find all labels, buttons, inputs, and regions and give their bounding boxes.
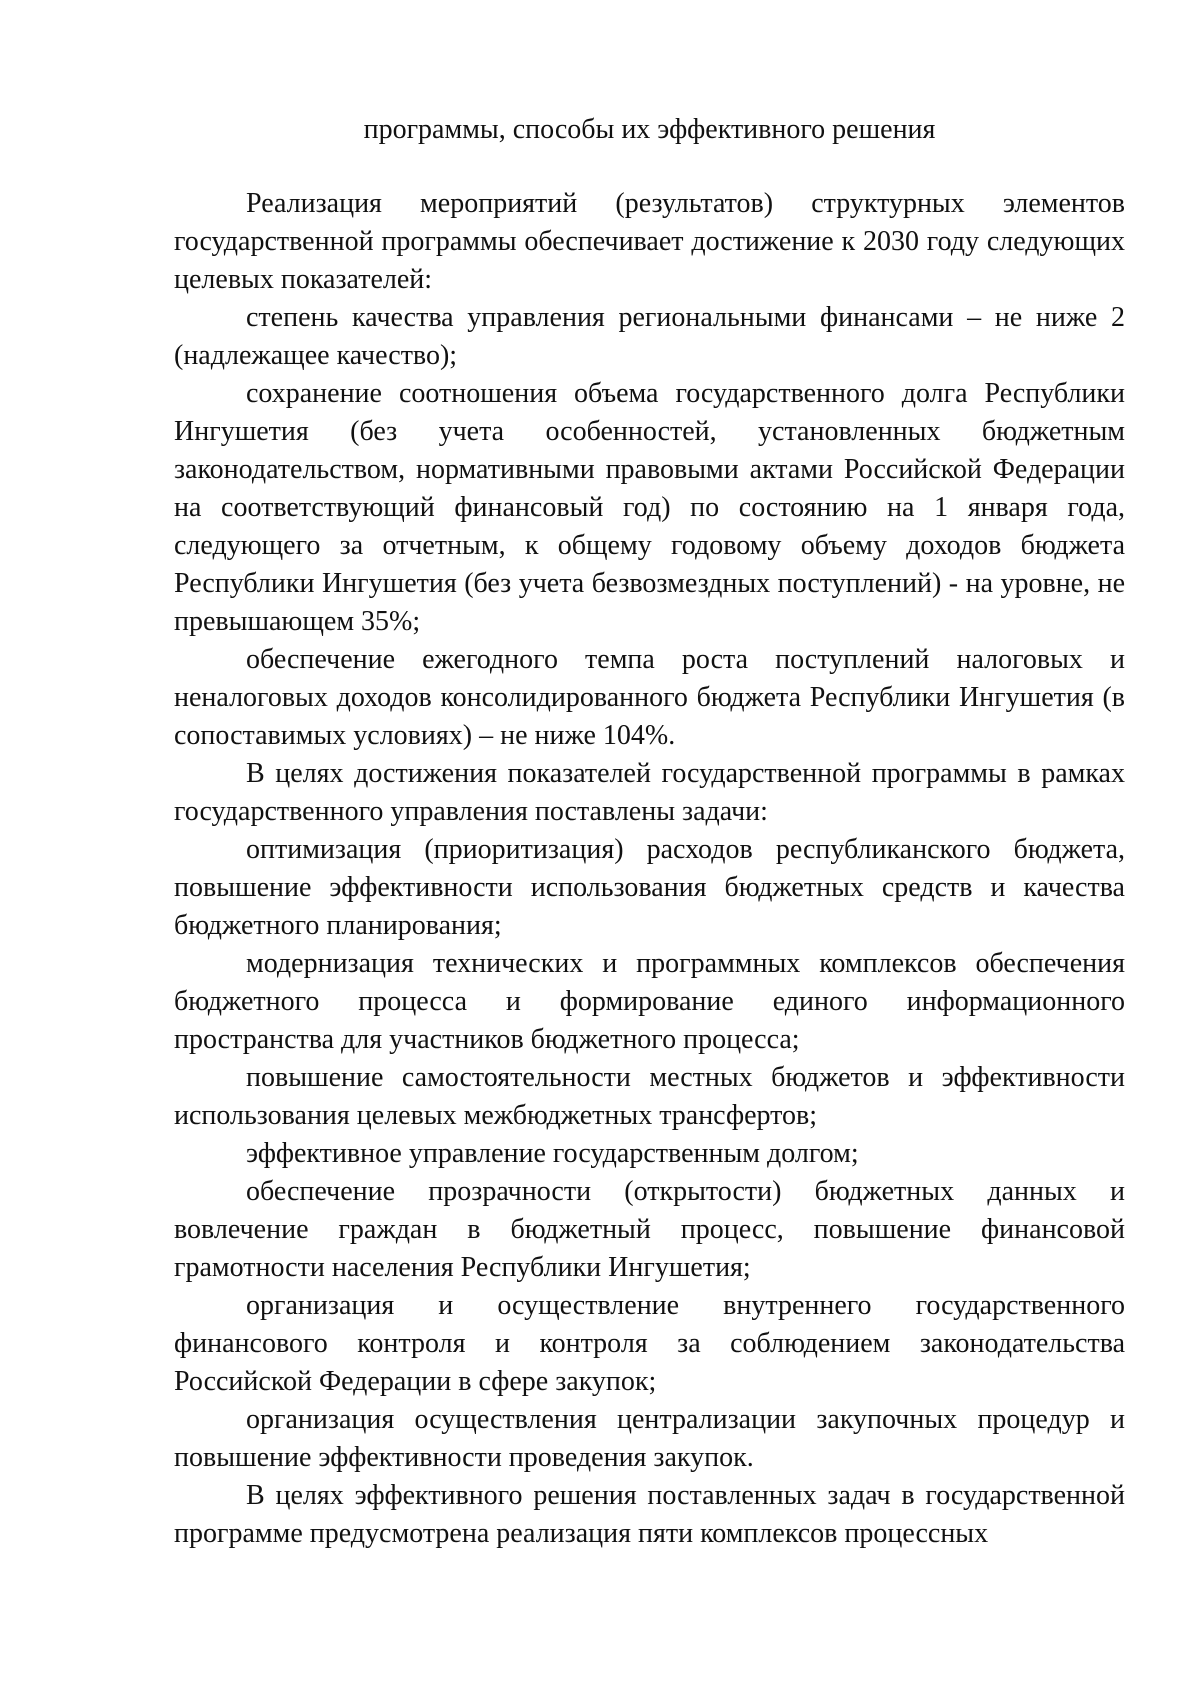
paragraph-task-debt-management: эффективное управление государственным долгом; <box>246 1138 859 1169</box>
paragraph-indicator-management-quality: степень качества управления региональными финансами – не ниже 2 (надлежащее качество); <box>174 302 1125 371</box>
paragraph-task-modernization: модернизация технических и программных комплексов обеспечения бюджетного процесса и формирование единого информационного пространства для участников бюджетного процесса; <box>174 948 1125 1055</box>
document-body <box>174 111 1125 1553</box>
paragraph-task-financial-control: организация и осуществление внутреннего государственного финансового контроля и контроля за соблюдением законодательства Российской Федерации в сфере закупок; <box>174 1290 1125 1397</box>
section-title: программы, способы их эффективного решения <box>363 114 936 145</box>
paragraph-indicator-revenue-growth: обеспечение ежегодного темпа роста поступлений налоговых и неналоговых доходов консолидированного бюджета Республики Ингушетия (в сопоставимых условиях) – не ниже 104%. <box>174 644 1125 751</box>
paragraph-target-indicators-intro: Реализация мероприятий (результатов) структурных элементов государственной программы обеспечивает достижение к 2030 году следующих целевых показателей: <box>174 188 1125 295</box>
paragraph-task-local-budgets: повышение самостоятельности местных бюджетов и эффективности использования целевых межбюджетных трансфертов; <box>174 1062 1125 1131</box>
paragraph-task-expense-optimization: оптимизация (приоритизация) расходов республиканского бюджета, повышение эффективности использования бюджетных средств и качества бюджетного планирования; <box>174 834 1125 941</box>
paragraph-process-complexes: В целях эффективного решения поставленных задач в государственной программе предусмотрена реализация пяти комплексов процессных <box>174 1480 1125 1549</box>
paragraph-task-procurement: организация осуществления централизации закупочных процедур и повышение эффективности проведения закупок. <box>174 1404 1125 1473</box>
paragraph-indicator-debt-ratio: сохранение соотношения объема государственного долга Республики Ингушетия (без учета особенностей, установленных бюджетным законодательством, нормативными правовыми актами Российской Федерации на соответствующий финансовый год) по состоянию на 1 января года, следующего за отчетным, к общему годовому объему доходов бюджета Республики Ингушетия (без учета безвозмездных поступлений) - на уровне, не превышающем 35%; <box>174 378 1125 637</box>
paragraph-tasks-intro: В целях достижения показателей государственной программы в рамках государственного управления поставлены задачи: <box>174 758 1125 827</box>
paragraph-task-transparency: обеспечение прозрачности (открытости) бюджетных данных и вовлечение граждан в бюджетный процесс, повышение финансовой грамотности населения Республики Ингушетия; <box>174 1176 1125 1283</box>
